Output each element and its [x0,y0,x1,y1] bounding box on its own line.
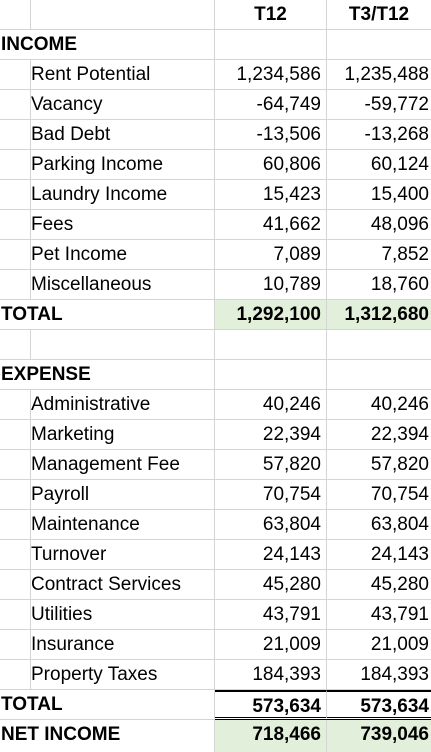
value-t3t12[interactable]: 43,791 [327,600,431,630]
value-t3t12[interactable]: 15,400 [327,180,431,210]
value-t3t12[interactable]: 18,760 [327,270,431,300]
total-label[interactable]: TOTAL [0,690,215,720]
table-row [0,420,431,450]
total-value-t3t12[interactable]: 1,312,680 [327,300,431,330]
empty-cell[interactable] [215,330,327,360]
value-t12[interactable]: 41,662 [215,210,327,240]
indent-cell[interactable] [0,540,31,570]
value-t12[interactable]: -13,506 [215,120,327,150]
table-row [0,570,431,600]
row-label[interactable]: Vacancy [31,90,215,120]
value-t12[interactable]: 43,791 [215,600,327,630]
value-t3t12[interactable]: 60,124 [327,150,431,180]
value-t12[interactable]: 63,804 [215,510,327,540]
net-income-row [0,720,431,752]
row-label[interactable]: Utilities [31,600,215,630]
table-row [0,210,431,240]
indent-cell[interactable] [0,450,31,480]
net-income-t12[interactable]: 718,466 [215,720,327,752]
empty-cell[interactable] [327,330,431,360]
value-t3t12[interactable]: 24,143 [327,540,431,570]
table-row [0,630,431,660]
value-t12[interactable]: 45,280 [215,570,327,600]
row-label[interactable]: Insurance [31,630,215,660]
indent-cell[interactable] [0,570,31,600]
row-label[interactable]: Contract Services [31,570,215,600]
value-t12[interactable]: 24,143 [215,540,327,570]
empty-cell[interactable] [327,360,431,390]
header-cell-blank[interactable] [0,0,31,30]
table-row [0,480,431,510]
indent-cell[interactable] [0,150,31,180]
indent-cell[interactable] [0,240,31,270]
indent-cell[interactable] [0,510,31,540]
empty-cell[interactable] [327,30,431,60]
value-t3t12[interactable]: 70,754 [327,480,431,510]
net-income-t3t12[interactable]: 739,046 [327,720,431,752]
value-t12[interactable]: 22,394 [215,420,327,450]
value-t12[interactable]: 1,234,586 [215,60,327,90]
value-t3t12[interactable]: 63,804 [327,510,431,540]
table-row [0,390,431,420]
indent-cell[interactable] [0,60,31,90]
value-t12[interactable]: 184,393 [215,660,327,690]
value-t3t12[interactable]: 22,394 [327,420,431,450]
value-t12[interactable]: 60,806 [215,150,327,180]
section-title-expense[interactable]: EXPENSE [0,360,215,390]
indent-cell[interactable] [0,630,31,660]
row-label[interactable]: Property Taxes [31,660,215,690]
value-t3t12[interactable]: 184,393 [327,660,431,690]
section-row-income [0,30,431,60]
table-row [0,180,431,210]
value-t3t12[interactable]: 7,852 [327,240,431,270]
total-value-t12[interactable]: 573,634 [215,690,327,720]
row-label[interactable]: Administrative [31,390,215,420]
table-row [0,60,431,90]
column-header-t12[interactable]: T12 [215,0,327,30]
indent-cell[interactable] [0,120,31,150]
total-value-t3t12[interactable]: 573,634 [327,690,431,720]
indent-cell[interactable] [0,420,31,450]
row-label[interactable]: Fees [31,210,215,240]
row-label[interactable]: Bad Debt [31,120,215,150]
section-title-income[interactable]: INCOME [0,30,215,60]
value-t3t12[interactable]: 57,820 [327,450,431,480]
table-row [0,450,431,480]
value-t12[interactable]: 15,423 [215,180,327,210]
empty-cell[interactable] [215,360,327,390]
table-row [0,540,431,570]
value-t12[interactable]: 10,789 [215,270,327,300]
column-header-t3t12[interactable]: T3/T12 [327,0,431,30]
indent-cell[interactable] [0,600,31,630]
blank-row [0,330,431,360]
table-row [0,90,431,120]
table-row [0,510,431,540]
total-label[interactable]: TOTAL [0,300,215,330]
value-t3t12[interactable]: 40,246 [327,390,431,420]
value-t12[interactable]: 21,009 [215,630,327,660]
indent-cell[interactable] [0,480,31,510]
row-label[interactable]: Maintenance [31,510,215,540]
value-t12[interactable]: 70,754 [215,480,327,510]
row-label[interactable]: Pet Income [31,240,215,270]
indent-cell[interactable] [0,180,31,210]
header-row [0,0,431,30]
table-row [0,270,431,300]
empty-cell[interactable] [0,330,31,360]
value-t3t12[interactable]: 1,235,488 [327,60,431,90]
value-t12[interactable]: -64,749 [215,90,327,120]
row-label[interactable]: Laundry Income [31,180,215,210]
value-t3t12[interactable]: -59,772 [327,90,431,120]
table-row [0,600,431,630]
indent-cell[interactable] [0,270,31,300]
header-cell-label[interactable] [31,0,215,30]
row-label[interactable]: Turnover [31,540,215,570]
empty-cell[interactable] [31,330,215,360]
indent-cell[interactable] [0,660,31,690]
row-label[interactable]: Parking Income [31,150,215,180]
value-t12[interactable]: 57,820 [215,450,327,480]
table-row [0,240,431,270]
row-label[interactable]: Management Fee [31,450,215,480]
expense-total-row [0,690,431,720]
value-t3t12[interactable]: 48,096 [327,210,431,240]
value-t12[interactable]: 40,246 [215,390,327,420]
value-t12[interactable]: 7,089 [215,240,327,270]
empty-cell[interactable] [215,30,327,60]
indent-cell[interactable] [0,390,31,420]
row-label[interactable]: Payroll [31,480,215,510]
total-value-t12[interactable]: 1,292,100 [215,300,327,330]
section-row-expense [0,360,431,390]
table-row [0,120,431,150]
row-label[interactable]: Marketing [31,420,215,450]
net-income-label[interactable]: NET INCOME [0,720,215,752]
indent-cell[interactable] [0,210,31,240]
row-label[interactable]: Rent Potential [31,60,215,90]
value-t3t12[interactable]: 21,009 [327,630,431,660]
value-t3t12[interactable]: 45,280 [327,570,431,600]
table-row [0,660,431,690]
income-total-row [0,300,431,330]
table-row [0,150,431,180]
row-label[interactable]: Miscellaneous [31,270,215,300]
value-t3t12[interactable]: -13,268 [327,120,431,150]
indent-cell[interactable] [0,90,31,120]
